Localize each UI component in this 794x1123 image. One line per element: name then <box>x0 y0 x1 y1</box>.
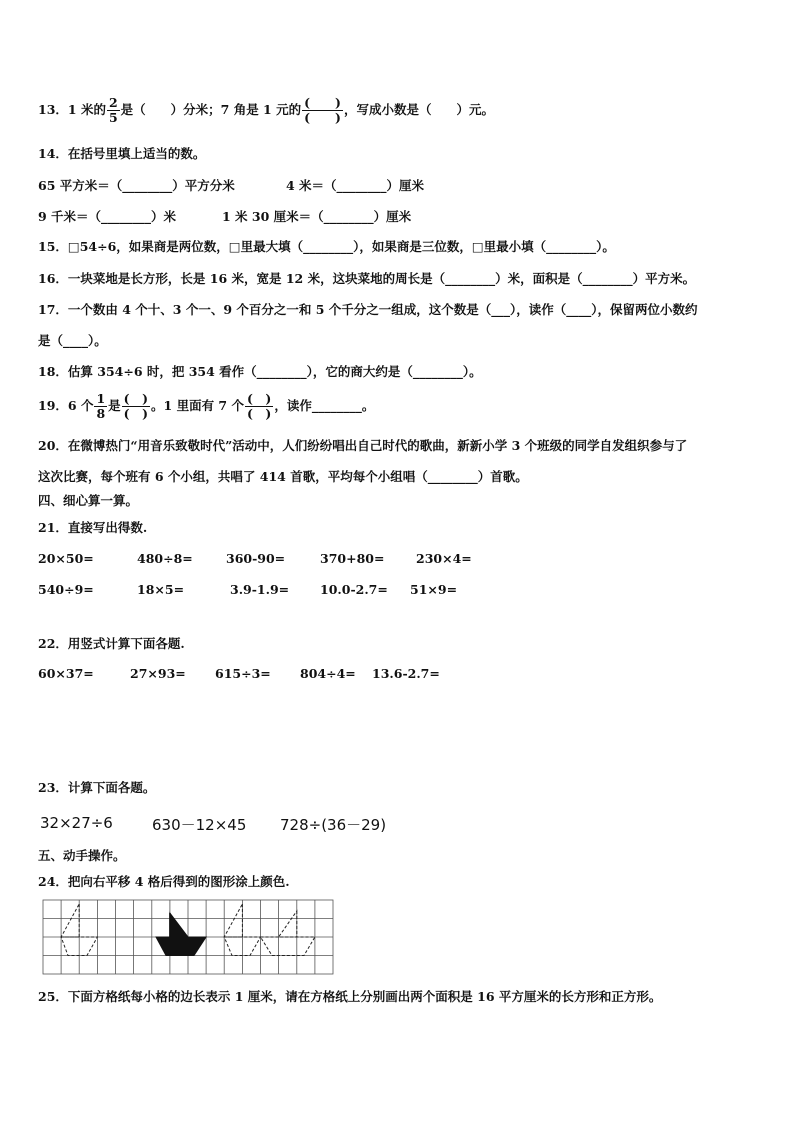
q19-fraction-blank-2: $\frac{( )}{( )}$ <box>246 391 272 421</box>
q22-item: 27×93= <box>130 666 186 681</box>
q21-title: 21．直接写出得数. <box>38 520 148 535</box>
q14-item-4: 1 米 30 厘米＝（________）厘米 <box>222 209 412 224</box>
question-18: 18．估算 354÷6 时，把 354 看作（________），它的商大约是（________）。 <box>38 364 482 379</box>
q21-item: 18×5= <box>137 582 185 597</box>
q14-item-1: 65 平方米＝（________）平方分米 <box>38 178 235 193</box>
question-17-line-2: 是（____）。 <box>38 333 107 348</box>
q14-item-2: 4 米＝（________）厘米 <box>286 178 425 193</box>
q19-text-d: ，读作________。 <box>274 398 375 413</box>
q23-item: 32×27÷6 <box>40 814 113 832</box>
q19-text-c: 。1 里面有 7 个 <box>151 398 244 413</box>
question-24: 24．把向右平移 4 格后得到的图形涂上颜色. <box>38 874 290 889</box>
q21-item: 10.0-2.7= <box>320 582 388 597</box>
question-19 <box>38 392 374 421</box>
q13-fraction-blank: $\frac{( )}{( )}$ <box>304 95 341 125</box>
q21-item: 3.9-1.9= <box>230 582 290 597</box>
q13-text-b: 是（ ）分米；7 角是 1 元的 <box>120 102 302 117</box>
boat-translation-grid <box>42 899 334 975</box>
q19-text-b: 是 <box>108 398 121 413</box>
question-17-line-1: 17．一个数由 4 个十、3 个一、9 个百分之一和 5 个千分之一组成，这个数是（___），读作（____），保留两位小数约 <box>38 302 698 317</box>
filled-boat <box>156 913 206 956</box>
q13-text-a: 13．1 米的 <box>38 102 106 117</box>
question-13 <box>38 96 494 125</box>
q21-item: 230×4= <box>416 551 472 566</box>
q13-fraction-two-fifths: $\frac{2}{5}$ <box>108 95 118 125</box>
q22-item: 60×37= <box>38 666 94 681</box>
q23-title: 23．计算下面各题。 <box>38 780 156 795</box>
question-15: 15．□54÷6，如果商是两位数，□里最大填（________），如果商是三位数，□里最小填（________）。 <box>38 239 615 254</box>
q22-item: 615÷3= <box>215 666 271 681</box>
q21-item: 370+80= <box>320 551 385 566</box>
q13-text-c: ，写成小数是（ ）元。 <box>343 102 494 117</box>
dashed-boat-3 <box>261 911 315 956</box>
q19-fraction-blank-1: $\frac{( )}{( )}$ <box>123 391 149 421</box>
q23-item: 630－12×45 <box>152 816 247 834</box>
q23-item: 728÷(36－29) <box>280 816 387 834</box>
q14-title: 14．在括号里填上适当的数。 <box>38 146 206 161</box>
q21-item: 20×50= <box>38 551 94 566</box>
q14-item-3: 9 千米＝（________）米 <box>38 209 177 224</box>
q22-title: 22．用竖式计算下面各题. <box>38 636 185 651</box>
q21-item: 360-90= <box>226 551 286 566</box>
question-16: 16．一块菜地是长方形，长是 16 米，宽是 12 米，这块菜地的周长是（________）米，面积是（________）平方米。 <box>38 271 696 286</box>
section-5-heading: 五、动手操作。 <box>38 848 126 863</box>
q21-item: 480÷8= <box>137 551 193 566</box>
question-20-line-1: 20．在微博热门“用音乐致敬时代”活动中，人们纷纷唱出自己时代的歌曲，新新小学 3 个班级的同学自发组织参与了 <box>38 438 688 453</box>
q19-text-a: 19．6 个 <box>38 398 94 413</box>
question-20-line-2: 这次比赛，每个班有 6 个小组，共唱了 414 首歌，平均每个小组唱（________）首歌。 <box>38 469 528 484</box>
section-4-heading: 四、细心算一算。 <box>38 493 139 508</box>
question-25: 25．下面方格纸每小格的边长表示 1 厘米，请在方格纸上分别画出两个面积是 16 平方厘米的长方形和正方形。 <box>38 989 662 1004</box>
q19-fraction-one-eighth: $\frac{1}{8}$ <box>96 391 106 421</box>
q21-item: 51×9= <box>410 582 458 597</box>
q21-item: 540÷9= <box>38 582 94 597</box>
q22-item: 804÷4= <box>300 666 356 681</box>
q22-item: 13.6-2.7= <box>372 666 440 681</box>
